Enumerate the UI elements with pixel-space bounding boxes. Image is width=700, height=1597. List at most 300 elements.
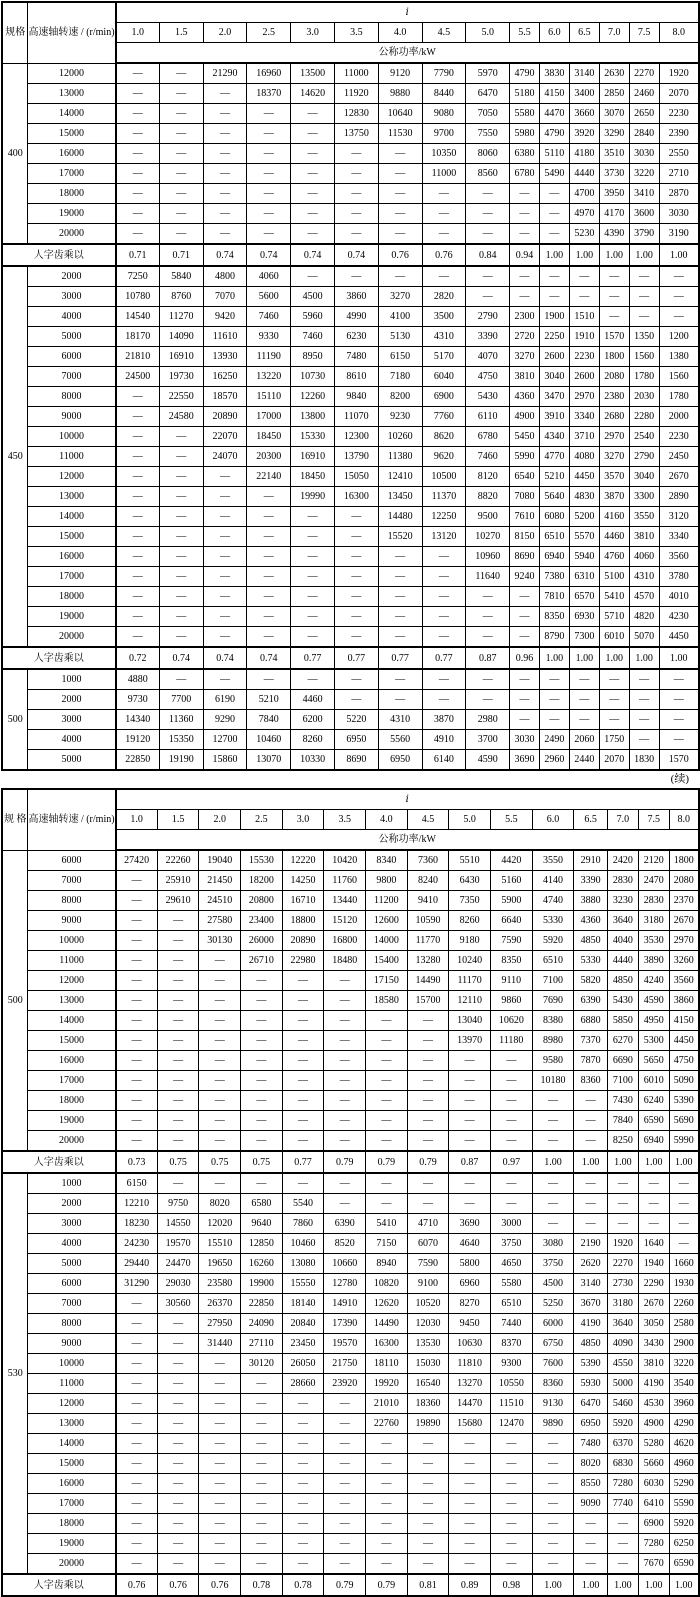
power-cell: 7740 xyxy=(608,1494,639,1514)
power-cell: — xyxy=(407,1011,449,1031)
power-cell: 10620 xyxy=(490,1011,532,1031)
power-cell: 4750 xyxy=(669,1051,699,1071)
power-cell: 6510 xyxy=(490,1294,532,1314)
power-cell: — xyxy=(629,710,659,730)
power-cell: — xyxy=(334,587,378,607)
power-cell: 3040 xyxy=(629,467,659,487)
power-cell: — xyxy=(247,669,291,690)
speed-cell: 19000 xyxy=(28,204,116,224)
ratio-value: 8.0 xyxy=(659,23,699,43)
power-cell: — xyxy=(282,1454,324,1474)
power-cell: 6430 xyxy=(449,871,491,891)
power-cell: 9080 xyxy=(422,104,466,124)
power-cell: — xyxy=(157,1334,199,1354)
power-cell: 10660 xyxy=(324,1254,366,1274)
power-cell: — xyxy=(608,1514,639,1534)
power-cell: — xyxy=(203,547,247,567)
power-cell: 1510 xyxy=(569,307,599,327)
power-cell: — xyxy=(116,627,160,648)
power-cell: 9110 xyxy=(490,971,532,991)
power-cell: — xyxy=(291,547,335,567)
power-cell: 3570 xyxy=(599,467,629,487)
power-cell: 2300 xyxy=(510,307,540,327)
power-cell: — xyxy=(241,991,283,1011)
power-cell: 1560 xyxy=(629,347,659,367)
power-cell: — xyxy=(247,224,291,245)
power-cell: 7100 xyxy=(608,1071,639,1091)
power-cell: 4460 xyxy=(291,690,335,710)
power-cell: — xyxy=(116,1514,158,1534)
power-cell: — xyxy=(334,266,378,287)
table-row xyxy=(2,1214,699,1234)
power-cell: — xyxy=(282,1394,324,1414)
power-cell: 3810 xyxy=(638,1354,669,1374)
table-row xyxy=(2,1234,699,1254)
power-cell: 24510 xyxy=(199,891,241,911)
ratio-value: 4.0 xyxy=(366,810,408,830)
power-cell: 2080 xyxy=(599,367,629,387)
power-cell: — xyxy=(510,690,540,710)
power-cell: — xyxy=(291,204,335,224)
power-cell: — xyxy=(422,224,466,245)
power-cell: 3140 xyxy=(574,1274,608,1294)
factor-cell: 0.76 xyxy=(116,1574,158,1596)
power-cell: — xyxy=(116,144,160,164)
table-row xyxy=(2,669,699,690)
table-row xyxy=(2,567,699,587)
power-cell: 2720 xyxy=(510,327,540,347)
power-cell: 1800 xyxy=(599,347,629,367)
table-row xyxy=(2,327,699,347)
power-cell: 6690 xyxy=(608,1051,639,1071)
power-cell: — xyxy=(366,1071,408,1091)
table-row xyxy=(2,1454,699,1474)
power-cell: 11170 xyxy=(449,971,491,991)
power-cell: — xyxy=(532,1091,574,1111)
power-cell: — xyxy=(199,1131,241,1152)
power-cell: — xyxy=(366,1554,408,1575)
speed-cell: 15000 xyxy=(28,527,116,547)
power-cell: 2830 xyxy=(608,871,639,891)
power-cell: — xyxy=(116,1454,158,1474)
power-cell: 10590 xyxy=(407,911,449,931)
power-cell: — xyxy=(638,1194,669,1214)
speed-cell: 4000 xyxy=(28,1234,116,1254)
ratio-value: 2.5 xyxy=(241,810,283,830)
power-cell: 23580 xyxy=(199,1274,241,1294)
power-cell: 6950 xyxy=(334,730,378,750)
power-cell: — xyxy=(407,1554,449,1575)
power-cell: 3510 xyxy=(599,144,629,164)
speed-cell: 3000 xyxy=(28,710,116,730)
power-cell: — xyxy=(638,1173,669,1194)
power-cell: 15520 xyxy=(378,527,422,547)
table-row xyxy=(2,1334,699,1354)
power-cell: — xyxy=(247,587,291,607)
power-cell: 4150 xyxy=(669,1011,699,1031)
table-row xyxy=(2,1111,699,1131)
power-cell: — xyxy=(199,1011,241,1031)
power-cell: 6000 xyxy=(532,1314,574,1334)
power-cell: — xyxy=(291,607,335,627)
power-cell: — xyxy=(449,1173,491,1194)
power-cell: 4700 xyxy=(569,184,599,204)
table-row xyxy=(2,204,699,224)
power-cell: 4190 xyxy=(638,1374,669,1394)
power-cell: — xyxy=(334,547,378,567)
spec-cell: 530 xyxy=(2,1173,28,1574)
power-cell: — xyxy=(159,527,203,547)
power-cell: 2900 xyxy=(669,1334,699,1354)
power-cell: 4530 xyxy=(638,1394,669,1414)
power-cell: 2460 xyxy=(629,84,659,104)
factor-cell: 1.00 xyxy=(532,1151,574,1173)
power-cell: — xyxy=(157,931,199,951)
power-cell: — xyxy=(324,1173,366,1194)
power-cell: 12780 xyxy=(324,1274,366,1294)
power-cell: 3300 xyxy=(629,487,659,507)
power-cell: — xyxy=(422,587,466,607)
power-cell: 26000 xyxy=(241,931,283,951)
power-cell: — xyxy=(334,627,378,648)
power-cell: 29030 xyxy=(157,1274,199,1294)
speed-cell: 14000 xyxy=(28,104,116,124)
power-cell: — xyxy=(466,266,510,287)
herringbone-factor-label: 人字齿乘以 xyxy=(2,244,116,266)
table-row xyxy=(2,991,699,1011)
power-cell: — xyxy=(466,287,510,307)
power-cell: 6380 xyxy=(510,144,540,164)
speed-cell: 15000 xyxy=(28,124,116,144)
speed-cell: 12000 xyxy=(28,1394,116,1414)
power-cell: 4090 xyxy=(608,1334,639,1354)
power-cell: 7670 xyxy=(638,1554,669,1575)
power-cell: — xyxy=(241,1554,283,1575)
table-row xyxy=(2,487,699,507)
power-cell: 6590 xyxy=(638,1111,669,1131)
power-cell: — xyxy=(282,1111,324,1131)
power-cell: — xyxy=(599,287,629,307)
power-cell: — xyxy=(569,266,599,287)
power-cell: — xyxy=(157,1474,199,1494)
power-cell: — xyxy=(116,1111,158,1131)
power-cell: 7050 xyxy=(466,104,510,124)
power-cell: — xyxy=(291,527,335,547)
power-cell: 8690 xyxy=(510,547,540,567)
power-cell: 2440 xyxy=(569,750,599,771)
power-cell: — xyxy=(116,1334,158,1354)
power-cell: 2390 xyxy=(659,124,699,144)
power-cell: 2550 xyxy=(659,144,699,164)
factor-cell: 1.00 xyxy=(669,1574,699,1596)
table-row xyxy=(2,1394,699,1414)
power-cell: 4340 xyxy=(539,427,569,447)
power-cell: — xyxy=(449,1051,491,1071)
power-cell: — xyxy=(157,1554,199,1575)
table-row xyxy=(2,710,699,730)
power-cell: — xyxy=(324,1494,366,1514)
power-cell: — xyxy=(366,1474,408,1494)
speed-cell: 12000 xyxy=(28,63,116,84)
speed-cell: 18000 xyxy=(28,1514,116,1534)
table-row xyxy=(2,850,699,871)
power-cell: 8270 xyxy=(449,1294,491,1314)
power-cell: — xyxy=(291,567,335,587)
power-cell: — xyxy=(449,1454,491,1474)
power-cell: 3080 xyxy=(532,1234,574,1254)
power-cell: 10270 xyxy=(466,527,510,547)
power-cell: 10960 xyxy=(466,547,510,567)
power-cell: — xyxy=(324,1474,366,1494)
power-cell: 5930 xyxy=(574,1374,608,1394)
power-cell: — xyxy=(159,184,203,204)
power-cell: 8380 xyxy=(532,1011,574,1031)
ratio-group-header: i xyxy=(116,2,699,23)
power-cell: 6750 xyxy=(532,1334,574,1354)
power-cell: — xyxy=(532,1194,574,1214)
power-cell: 4620 xyxy=(669,1434,699,1454)
table-row xyxy=(2,1254,699,1274)
power-cell: — xyxy=(116,991,158,1011)
power-cell: 16910 xyxy=(291,447,335,467)
factor-cell: 1.00 xyxy=(659,647,699,669)
power-cell: 6310 xyxy=(569,567,599,587)
power-cell: 4100 xyxy=(378,307,422,327)
power-cell: — xyxy=(629,307,659,327)
power-cell: — xyxy=(116,971,158,991)
power-cell: 5970 xyxy=(466,63,510,84)
power-cell: 2670 xyxy=(659,467,699,487)
power-cell: — xyxy=(116,124,160,144)
power-cell: 1830 xyxy=(629,750,659,771)
power-cell: — xyxy=(324,1514,366,1534)
power-cell: — xyxy=(157,1454,199,1474)
power-cell: — xyxy=(282,1514,324,1534)
power-cell: — xyxy=(282,1554,324,1575)
factor-cell: 0.78 xyxy=(282,1574,324,1596)
power-cell: 7300 xyxy=(569,627,599,648)
power-cell: 4740 xyxy=(532,891,574,911)
power-cell: 2030 xyxy=(629,387,659,407)
power-cell: 23920 xyxy=(324,1374,366,1394)
power-cell: — xyxy=(659,710,699,730)
power-cell: 5960 xyxy=(291,307,335,327)
table-row xyxy=(2,144,699,164)
factor-cell: 0.79 xyxy=(366,1151,408,1173)
power-cell: 5710 xyxy=(599,607,629,627)
power-cell: — xyxy=(366,1194,408,1214)
power-cell: — xyxy=(116,467,160,487)
power-cell: — xyxy=(199,1071,241,1091)
power-cell: 6010 xyxy=(599,627,629,648)
power-cell: — xyxy=(490,1051,532,1071)
power-cell: — xyxy=(574,1091,608,1111)
power-cell: — xyxy=(659,669,699,690)
power-cell: — xyxy=(116,84,160,104)
power-cell: 18580 xyxy=(366,991,408,1011)
power-cell: 1200 xyxy=(659,327,699,347)
power-cell: — xyxy=(569,287,599,307)
power-cell: — xyxy=(291,669,335,690)
factor-cell: 0.94 xyxy=(510,244,540,266)
power-cell: 3860 xyxy=(334,287,378,307)
power-cell: 6070 xyxy=(407,1234,449,1254)
power-cell: — xyxy=(407,1514,449,1534)
power-cell: — xyxy=(159,669,203,690)
power-cell: 18570 xyxy=(203,387,247,407)
power-cell: 3600 xyxy=(629,204,659,224)
power-cell: 5290 xyxy=(669,1474,699,1494)
power-cell: — xyxy=(539,710,569,730)
power-cell: 6940 xyxy=(539,547,569,567)
power-cell: — xyxy=(116,407,160,427)
power-cell: — xyxy=(157,1031,199,1051)
power-cell: — xyxy=(199,1051,241,1071)
power-cell: 9800 xyxy=(366,871,408,891)
power-cell: — xyxy=(199,951,241,971)
power-cell: 7070 xyxy=(203,287,247,307)
power-cell: 7860 xyxy=(282,1214,324,1234)
power-cell: — xyxy=(510,204,540,224)
power-cell: — xyxy=(157,991,199,1011)
table-row xyxy=(2,730,699,750)
factor-cell: 1.00 xyxy=(629,244,659,266)
power-cell: 1920 xyxy=(608,1234,639,1254)
power-cell: — xyxy=(669,1173,699,1194)
power-cell: — xyxy=(247,527,291,547)
power-cell: — xyxy=(157,951,199,971)
herringbone-factor-row xyxy=(2,1574,699,1596)
power-cell: — xyxy=(116,447,160,467)
power-cell: 29440 xyxy=(116,1254,158,1274)
power-cell: 29610 xyxy=(157,891,199,911)
power-cell: 14250 xyxy=(282,871,324,891)
power-cell: 26370 xyxy=(199,1294,241,1314)
power-cell: 10730 xyxy=(291,367,335,387)
power-cell: — xyxy=(334,144,378,164)
power-cell: 13530 xyxy=(407,1334,449,1354)
power-cell: 5560 xyxy=(378,730,422,750)
table-row xyxy=(2,266,699,287)
power-cell: 5990 xyxy=(510,447,540,467)
power-cell: 3390 xyxy=(466,327,510,347)
power-cell: 2790 xyxy=(466,307,510,327)
speed-cell: 20000 xyxy=(28,1131,116,1152)
power-cell: — xyxy=(422,184,466,204)
power-cell: 1570 xyxy=(599,327,629,347)
power-cell: — xyxy=(539,669,569,690)
power-cell: — xyxy=(116,1474,158,1494)
power-cell: 6570 xyxy=(569,587,599,607)
factor-cell: 1.00 xyxy=(569,647,599,669)
power-cell: 3550 xyxy=(532,850,574,871)
power-cell: 13040 xyxy=(449,1011,491,1031)
power-cell: 6080 xyxy=(539,507,569,527)
factor-cell: 1.00 xyxy=(574,1151,608,1173)
table-row xyxy=(2,1434,699,1454)
power-cell: 9450 xyxy=(449,1314,491,1334)
power-cell: 2230 xyxy=(569,347,599,367)
power-cell: — xyxy=(532,1173,574,1194)
power-cell: — xyxy=(116,487,160,507)
power-cell: 5330 xyxy=(574,951,608,971)
power-cell: 3810 xyxy=(629,527,659,547)
power-cell: 2670 xyxy=(638,1294,669,1314)
power-cell: 20890 xyxy=(282,931,324,951)
power-cell: 13120 xyxy=(422,527,466,547)
power-cell: 5580 xyxy=(490,1274,532,1294)
factor-cell: 0.71 xyxy=(116,244,160,266)
table-row xyxy=(2,507,699,527)
power-cell: — xyxy=(510,607,540,627)
power-cell: — xyxy=(378,266,422,287)
power-cell: — xyxy=(669,1214,699,1234)
factor-cell: 0.76 xyxy=(199,1574,241,1596)
power-cell: 9130 xyxy=(532,1394,574,1414)
power-cell: 13750 xyxy=(334,124,378,144)
table-row xyxy=(2,1514,699,1534)
power-cell: 7080 xyxy=(510,487,540,507)
speed-cell: 4000 xyxy=(28,730,116,750)
power-cell: 5430 xyxy=(466,387,510,407)
ratio-value: 7.5 xyxy=(638,810,669,830)
power-cell: 12300 xyxy=(334,427,378,447)
power-cell: 17390 xyxy=(324,1314,366,1334)
power-cell: 3180 xyxy=(638,911,669,931)
power-cell: 13440 xyxy=(324,891,366,911)
table-row xyxy=(2,971,699,991)
power-cell: 11200 xyxy=(366,891,408,911)
power-cell: 3220 xyxy=(669,1354,699,1374)
power-cell: 17150 xyxy=(366,971,408,991)
power-cell: — xyxy=(574,1214,608,1234)
power-cell: 14090 xyxy=(159,327,203,347)
power-cell: 3400 xyxy=(569,84,599,104)
speed-cell: 12000 xyxy=(28,971,116,991)
speed-cell: 18000 xyxy=(28,587,116,607)
power-cell: 8350 xyxy=(490,951,532,971)
power-cell: — xyxy=(199,991,241,1011)
speed-cell: 9000 xyxy=(28,407,116,427)
power-cell: 2000 xyxy=(659,407,699,427)
power-cell: 7250 xyxy=(116,266,160,287)
power-cell: 11190 xyxy=(247,347,291,367)
table-row xyxy=(2,527,699,547)
power-cell: 3270 xyxy=(510,347,540,367)
power-cell: — xyxy=(159,447,203,467)
power-cell: — xyxy=(378,144,422,164)
power-cell: — xyxy=(116,567,160,587)
power-cell: 5180 xyxy=(510,84,540,104)
power-cell: 7590 xyxy=(407,1254,449,1274)
power-cell: — xyxy=(574,1554,608,1575)
power-cell: — xyxy=(159,84,203,104)
table-row xyxy=(2,184,699,204)
speed-cell: 5000 xyxy=(28,327,116,347)
power-cell: — xyxy=(159,627,203,648)
ratio-value: 2.0 xyxy=(203,23,247,43)
power-cell: 5280 xyxy=(638,1434,669,1454)
power-cell: 2960 xyxy=(539,750,569,771)
power-cell: 7480 xyxy=(574,1434,608,1454)
factor-cell: 1.00 xyxy=(574,1574,608,1596)
speed-cell: 17000 xyxy=(28,1494,116,1514)
power-cell: 14000 xyxy=(366,931,408,951)
power-cell: — xyxy=(291,627,335,648)
power-cell: 4900 xyxy=(638,1414,669,1434)
power-cell: — xyxy=(334,567,378,587)
power-cell: 5460 xyxy=(608,1394,639,1414)
